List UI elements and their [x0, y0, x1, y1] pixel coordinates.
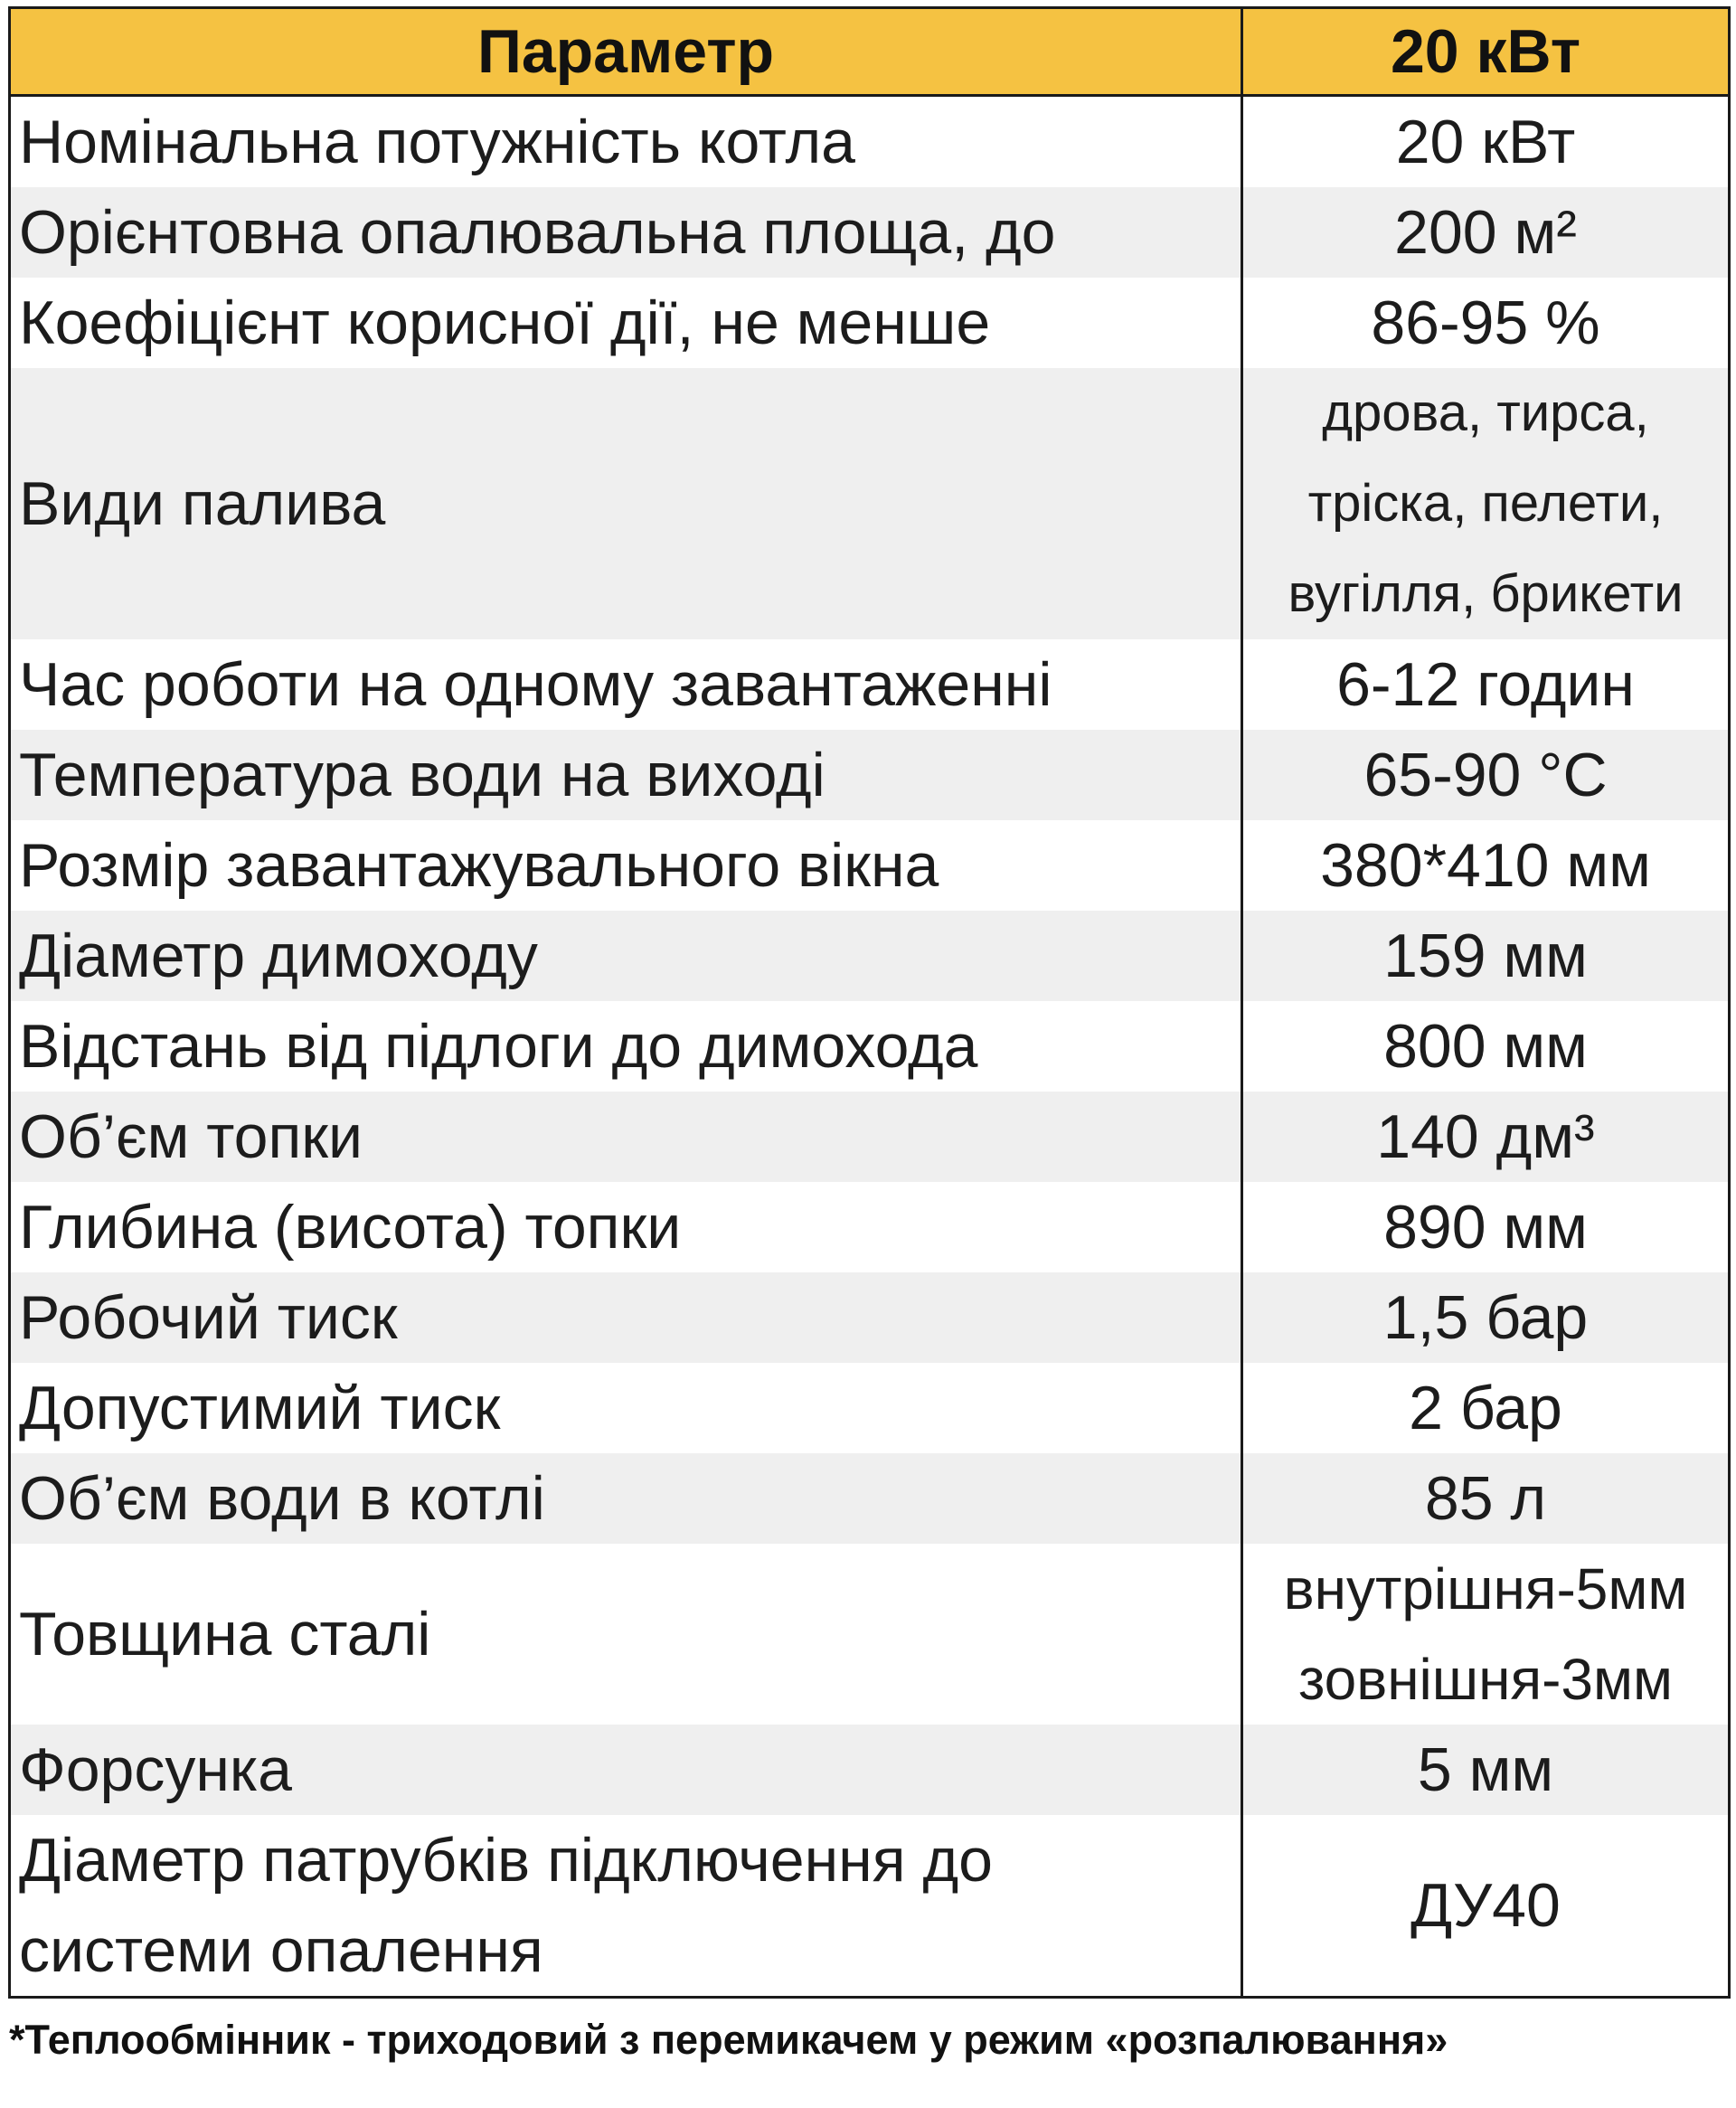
row-parameter: Глибина (висота) топки: [10, 1182, 1242, 1272]
row-parameter: Форсунка: [10, 1725, 1242, 1815]
row-parameter: [10, 1815, 1242, 1998]
table-row: [10, 730, 1730, 820]
table-row: [10, 1092, 1730, 1182]
table-row: [10, 278, 1730, 368]
table-row: [10, 1272, 1730, 1363]
row-value: 6-12 годин: [1242, 639, 1730, 730]
table-row: [10, 820, 1730, 911]
row-parameter: Діаметр димоходу: [10, 911, 1242, 1001]
row-value: 86-95 %: [1242, 278, 1730, 368]
table-row: [10, 187, 1730, 278]
row-parameter: Види палива: [10, 368, 1242, 639]
row-parameter: Відстань від підлоги до димохода: [10, 1001, 1242, 1092]
value-line: внутрішня-5мм: [1283, 1556, 1688, 1621]
row-value: 5 мм: [1242, 1725, 1730, 1815]
row-parameter: Номінальна потужність котла: [10, 96, 1242, 188]
row-parameter: Коефіцієнт корисної дії, не менше: [10, 278, 1242, 368]
table-row: [10, 1182, 1730, 1272]
table-row: [10, 911, 1730, 1001]
table-row: [10, 1001, 1730, 1092]
header-parameter: Параметр: [10, 8, 1242, 96]
table-row: [10, 639, 1730, 730]
row-parameter: Робочий тиск: [10, 1272, 1242, 1363]
parameter-line: Діаметр патрубків підключення до: [19, 1826, 993, 1895]
row-value: 65-90 °C: [1242, 730, 1730, 820]
row-value: 140 дм³: [1242, 1092, 1730, 1182]
row-parameter: Допустимий тиск: [10, 1363, 1242, 1453]
row-value: [1242, 1544, 1730, 1725]
table-row: [10, 368, 1730, 639]
table-row: [10, 1544, 1730, 1725]
row-parameter: Розмір завантажувального вікна: [10, 820, 1242, 911]
specifications-table: [8, 6, 1731, 1999]
row-parameter: Температура води на виході: [10, 730, 1242, 820]
row-value: 200 м²: [1242, 187, 1730, 278]
table-row: [10, 1725, 1730, 1815]
parameter-line: системи опалення: [19, 1916, 543, 1985]
table-header-row: [10, 8, 1730, 96]
row-parameter: Товщина сталі: [10, 1544, 1242, 1725]
row-value: 159 мм: [1242, 911, 1730, 1001]
row-value: 2 бар: [1242, 1363, 1730, 1453]
row-value: [1242, 368, 1730, 639]
table-row: [10, 1453, 1730, 1544]
row-value: 380*410 мм: [1242, 820, 1730, 911]
row-value: 800 мм: [1242, 1001, 1730, 1092]
row-value: 85 л: [1242, 1453, 1730, 1544]
row-parameter: Орієнтовна опалювальна площа, до: [10, 187, 1242, 278]
row-parameter: Об’єм води в котлі: [10, 1453, 1242, 1544]
table-row: [10, 1815, 1730, 1998]
table-row: [10, 1363, 1730, 1453]
value-line: вугілля, брикети: [1288, 564, 1684, 623]
row-value: 890 мм: [1242, 1182, 1730, 1272]
value-line: тріска, пелети,: [1307, 474, 1664, 533]
row-value: 1,5 бар: [1242, 1272, 1730, 1363]
value-line: зовнішня-3мм: [1297, 1647, 1674, 1712]
row-value: ДУ40: [1242, 1815, 1730, 1998]
footnote: *Теплообмінник - триходовий з перемикачем у режим «розпалювання»: [9, 2017, 1448, 2063]
table-row: [10, 96, 1730, 188]
row-parameter: Час роботи на одному завантаженні: [10, 639, 1242, 730]
value-line: дрова, тирса,: [1322, 383, 1649, 442]
row-value: 20 кВт: [1242, 96, 1730, 188]
row-parameter: Об’єм топки: [10, 1092, 1242, 1182]
header-value: 20 кВт: [1242, 8, 1730, 96]
